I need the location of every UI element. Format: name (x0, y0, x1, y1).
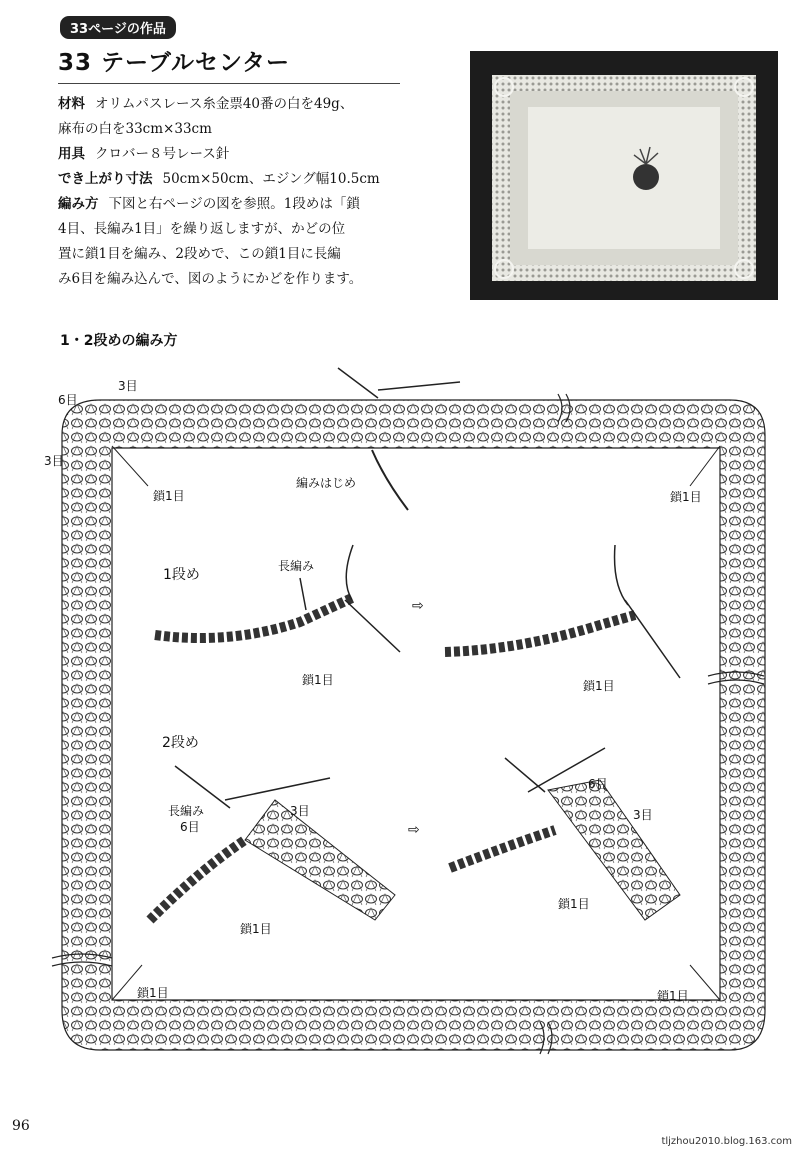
source-site: tljzhou2010.blog.163.com (661, 1136, 792, 1147)
method-text-4: み6目を編み込んで、図のようにかどを作ります。 (58, 271, 363, 287)
materials-row (58, 92, 418, 142)
start-yarn (372, 450, 408, 510)
step1-chain-after (445, 615, 635, 652)
product-photo (470, 51, 778, 300)
method-row (58, 192, 418, 292)
leader-tr (690, 446, 720, 486)
step1-chain-before (155, 598, 352, 638)
leader-br (690, 965, 720, 1000)
leader-tl (112, 446, 148, 486)
tools-label: 用具 (58, 146, 85, 162)
size-text: 50cm×50cm、エジング幅10.5cm (162, 171, 380, 187)
step2-6me-before: 6目 (180, 820, 200, 834)
label-kusari-bottom-right: 鎖1目 (657, 989, 689, 1003)
step2-title: 2段め (162, 735, 199, 751)
step2-arrow-icon: ⇨ (408, 822, 420, 838)
step2-3me-after: 3目 (633, 808, 653, 822)
table-center-illustration (470, 51, 778, 300)
step2-3me-before: 3目 (290, 804, 310, 818)
step2-chain-before (150, 840, 245, 920)
step1-title: 1段め (163, 567, 200, 583)
tools-row (58, 142, 418, 167)
label-start: 編みはじめ (296, 476, 357, 490)
page-number: 96 (12, 1118, 30, 1134)
materials-label: 材料 (58, 96, 85, 112)
step2-naga-label: 長編み (168, 804, 205, 818)
step2-corner-before (245, 800, 395, 920)
step1-hook-after (615, 545, 680, 678)
method-label: 編み方 (58, 196, 99, 212)
step2-6me-after: 6目 (588, 777, 608, 791)
step2-kusari-before: 鎖1目 (240, 922, 272, 936)
section-title: 1・2段めの編み方 (60, 333, 178, 349)
label-kusari-bottom-left: 鎖1目 (137, 986, 169, 1000)
label-kusari-top-right: 鎖1目 (670, 490, 702, 504)
label-3me-left: 3目 (44, 454, 64, 468)
materials-text-1: オリムパスレース糸金票40番の白を49g、 (95, 96, 354, 112)
start-hook (338, 368, 460, 398)
step1-naga-label: 長編み (278, 559, 315, 573)
size-label: でき上がり寸法 (58, 171, 153, 187)
materials-text-2: 麻布の白を33cm×33cm (58, 121, 212, 137)
step2-chain-after (450, 830, 555, 868)
title-divider (58, 83, 400, 84)
step2-kusari-after: 鎖1目 (558, 897, 590, 911)
step1-arrow (300, 578, 306, 610)
step1-hook-before (345, 545, 400, 652)
inner-edge (112, 448, 720, 1000)
method-text-3: 置に鎖1目を編み、2段めで、この鎖1目に長編 (58, 246, 341, 262)
method-text-2: 4目、長編み1目」を繰り返しますが、かどの位 (58, 221, 346, 237)
label-6me: 6目 (58, 393, 78, 407)
label-3me-top: 3目 (118, 379, 138, 393)
page-title: 33 テーブルセンター (58, 50, 291, 76)
step1-kusari-after: 鎖1目 (583, 679, 615, 693)
page-reference-tag: 33ページの作品 (60, 16, 176, 39)
step1-kusari-before: 鎖1目 (302, 673, 334, 687)
method-text-1: 下図と右ページの図を参照。1段めは「鎖 (108, 196, 360, 212)
size-row (58, 167, 418, 192)
tools-text: クロバー８号レース針 (95, 146, 230, 162)
step1-arrow-icon: ⇨ (412, 598, 424, 614)
label-kusari-top-left: 鎖1目 (153, 489, 185, 503)
